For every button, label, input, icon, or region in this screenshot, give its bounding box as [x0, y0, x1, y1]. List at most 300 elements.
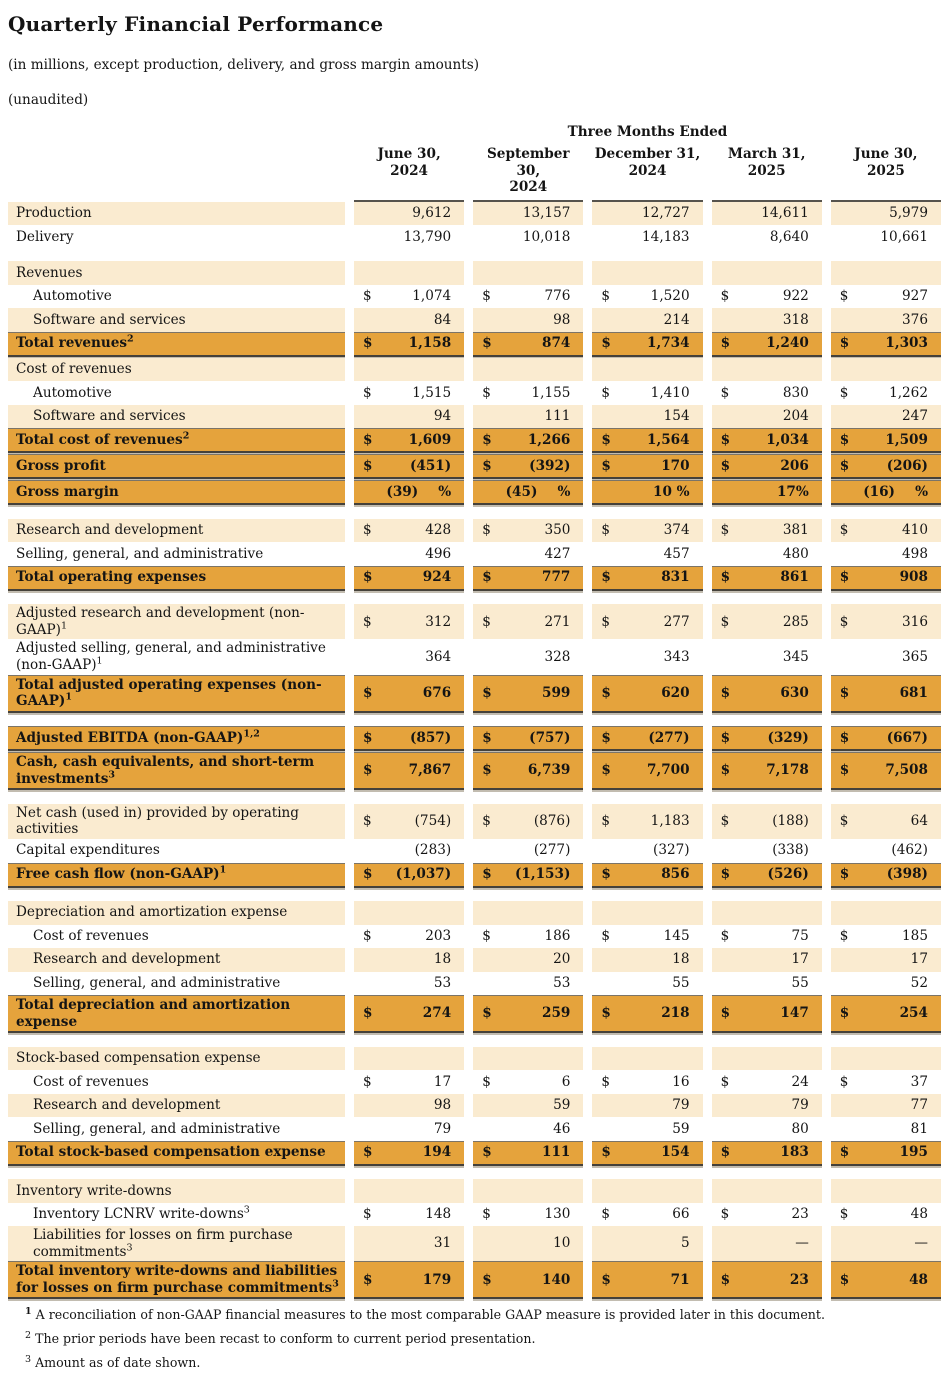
cell-value: 203: [425, 927, 452, 944]
cell-value: 350: [544, 522, 571, 539]
row-label: [8, 285, 345, 309]
cell-value: 79: [433, 1120, 452, 1137]
percent-sign: %: [438, 483, 452, 500]
cell: [712, 358, 822, 382]
cell: [831, 972, 941, 996]
cell: [831, 480, 941, 505]
cell: [712, 1179, 822, 1203]
cell-value: 55: [791, 974, 809, 991]
cell: [712, 1117, 822, 1141]
row-label-text: Research and development: [33, 1097, 221, 1114]
dollar-sign: $: [363, 927, 372, 944]
label-superscript: 3: [126, 1242, 133, 1254]
cell: [712, 1094, 822, 1118]
cell-value: 1,609: [408, 431, 452, 448]
cell: [592, 925, 702, 949]
cell-value: 874: [542, 335, 571, 352]
row-label-text: Automotive: [33, 384, 112, 401]
dollar-sign: $: [839, 1144, 850, 1161]
row-label-text: Total cost of revenues$^2$: [16, 430, 190, 448]
footnote-marker: 3: [25, 1354, 32, 1366]
row-label: [8, 639, 345, 674]
cell: [473, 428, 583, 453]
cell-value: 14,611: [761, 205, 809, 222]
dollar-sign: $: [720, 1206, 730, 1223]
cell-value: 48: [910, 1206, 928, 1223]
table-row: [8, 948, 941, 972]
cell: [712, 972, 822, 996]
row-spacer: [8, 791, 941, 804]
row-label: [8, 225, 345, 249]
cell: [831, 358, 941, 382]
dollar-sign: $: [363, 762, 373, 779]
cell-value: (39): [386, 483, 419, 500]
dollar-sign: $: [482, 1073, 491, 1090]
row-label: [8, 995, 345, 1033]
group-header-spacer: [8, 124, 345, 144]
cell: [354, 863, 464, 888]
cell: [592, 285, 702, 309]
dollar-sign: $: [363, 684, 373, 701]
cell-value: 7,508: [885, 762, 928, 779]
cell: [354, 519, 464, 543]
cell-value: 777: [542, 569, 571, 586]
section-header-row: [8, 901, 941, 925]
cell: [354, 381, 464, 405]
row-label: [8, 405, 345, 429]
cell-value: 183: [780, 1144, 809, 1161]
cell: [473, 604, 583, 639]
label-superscript: 1: [96, 655, 103, 667]
cell-value: 23: [789, 1271, 809, 1288]
cell: [354, 804, 464, 839]
cell: [473, 1094, 583, 1118]
footnote-marker: 2: [25, 1330, 32, 1342]
row-label: [8, 1047, 345, 1071]
cell-value: 77: [910, 1097, 928, 1114]
cell: [592, 1203, 702, 1227]
cell-value: 10 %: [653, 483, 690, 500]
cell: [354, 1141, 464, 1166]
cell: [712, 639, 822, 674]
cell-value: 856: [661, 866, 690, 883]
table-row: [8, 285, 941, 309]
total-row: [8, 1261, 941, 1299]
dollar-sign: $: [363, 729, 373, 746]
cell-value: 630: [780, 684, 809, 701]
dollar-sign: $: [363, 288, 372, 305]
cell-value: 7,867: [408, 762, 452, 779]
table-row: [8, 972, 941, 996]
row-label-text: Cost of revenues: [33, 1073, 149, 1090]
dollar-sign: $: [601, 1144, 611, 1161]
cell: [712, 1070, 822, 1094]
column-header-q3: [592, 146, 702, 202]
cell: [354, 405, 464, 429]
label-superscript: 3: [243, 1204, 250, 1216]
row-label: [8, 566, 345, 591]
cell: [831, 225, 941, 249]
cell-value: 6,739: [527, 762, 571, 779]
dollar-sign: $: [839, 684, 850, 701]
table-row: [8, 202, 941, 226]
cell-value: 79: [672, 1097, 690, 1114]
dollar-sign: $: [720, 927, 730, 944]
row-label: [8, 261, 345, 285]
cell-value: 52: [910, 974, 928, 991]
cell-value: 185: [902, 927, 928, 944]
cell: [592, 358, 702, 382]
row-label-text: Adjusted selling, general, and administrative (non-GAAP)$^1$: [16, 640, 326, 673]
cell-value: 1,564: [647, 431, 690, 448]
dollar-sign: $: [482, 288, 491, 305]
cell: [354, 839, 464, 863]
dollar-sign: $: [720, 457, 731, 474]
cell: [592, 1141, 702, 1166]
row-label-text: Liabilities for losses on firm purchase commitments$^3$: [33, 1227, 293, 1260]
dollar-sign: $: [720, 431, 731, 448]
footnote-text: The prior periods have been recast to conform to current period presentation.: [35, 1331, 536, 1347]
cell-value: (1,153): [514, 866, 571, 883]
cell: [592, 901, 702, 925]
cell: [712, 428, 822, 453]
cell-value: 1,515: [412, 384, 452, 401]
cell: [473, 1226, 583, 1261]
cell: [354, 261, 464, 285]
cell-value: (283): [414, 842, 452, 859]
dollar-sign: $: [482, 1005, 492, 1022]
dollar-sign: $: [839, 384, 849, 401]
row-label: [8, 752, 345, 790]
cell: [473, 925, 583, 949]
row-label: [8, 542, 345, 566]
footnote-1: [8, 1307, 941, 1322]
cell-value: 94: [433, 408, 452, 425]
dollar-sign: $: [720, 522, 730, 539]
row-label-text: Delivery: [16, 228, 74, 245]
dollar-sign: $: [720, 813, 730, 830]
cell: [354, 604, 464, 639]
cell: [592, 542, 702, 566]
cell: [354, 1117, 464, 1141]
cell-value: 328: [544, 648, 571, 665]
cell: [831, 332, 941, 357]
cell-value: 80: [791, 1120, 809, 1137]
cell: [831, 566, 941, 591]
cell: [473, 948, 583, 972]
total-row: [8, 480, 941, 505]
cell: [592, 604, 702, 639]
table-row: [8, 1203, 941, 1227]
cell-value: 16: [672, 1073, 690, 1090]
cell: [831, 1226, 941, 1261]
column-header-line: September 30,: [486, 146, 570, 179]
dollar-sign: $: [601, 684, 611, 701]
percent-sign: %: [915, 483, 928, 500]
cell-value: 1,410: [650, 384, 690, 401]
row-label-text: Adjusted EBITDA (non-GAAP)$^{1,2}$: [16, 728, 260, 746]
cell: [592, 839, 702, 863]
row-label: [8, 308, 345, 332]
cell: [712, 901, 822, 925]
row-label-text: Free cash flow (non-GAAP)$^1$: [16, 864, 227, 883]
cell-value: (16): [863, 483, 895, 500]
dollar-sign: $: [720, 384, 730, 401]
cell-value: 130: [544, 1206, 571, 1223]
dollar-sign: $: [720, 1271, 731, 1288]
cell: [712, 566, 822, 591]
table-row: [8, 1070, 941, 1094]
cell-value: 1,262: [889, 384, 928, 401]
row-label-text: Selling, general, and administrative: [33, 1120, 281, 1137]
cell-value: 374: [663, 522, 690, 539]
cell: [473, 285, 583, 309]
cell: [354, 925, 464, 949]
cell-value: 9,612: [412, 205, 452, 222]
cell: [831, 804, 941, 839]
cell: [712, 604, 822, 639]
cell: [712, 405, 822, 429]
dollar-sign: $: [720, 1144, 731, 1161]
cell-value: 98: [553, 311, 571, 328]
column-header-line: June 30,: [377, 146, 441, 162]
row-label: [8, 1203, 345, 1227]
cell: [354, 995, 464, 1033]
cell: [473, 519, 583, 543]
cell: [473, 1261, 583, 1299]
table-row: [8, 542, 941, 566]
cell: [473, 225, 583, 249]
row-label-text: Selling, general, and administrative: [16, 545, 264, 562]
dollar-sign: $: [601, 1271, 611, 1288]
cell-value: 7,700: [647, 762, 690, 779]
cell-value: 1,303: [885, 335, 928, 352]
cell: [473, 454, 583, 479]
table-row: [8, 925, 941, 949]
row-label-text: Stock-based compensation expense: [16, 1050, 261, 1067]
cell: [712, 261, 822, 285]
unaudited-note: (unaudited): [8, 92, 89, 108]
cell: [473, 542, 583, 566]
cell-value: (451): [409, 457, 452, 474]
cell-value: 59: [553, 1097, 571, 1114]
row-label-text: Total stock-based compensation expense: [16, 1144, 326, 1161]
row-label: [8, 948, 345, 972]
table-row: [8, 225, 941, 249]
cell: [354, 752, 464, 790]
dollar-sign: $: [482, 813, 491, 830]
units-note: (in millions, except production, delivery, and gross margin amounts): [8, 57, 480, 73]
cell: [712, 202, 822, 226]
cell: [592, 261, 702, 285]
row-label-text: Cash, cash equivalents, and short-term investments$^3$: [16, 754, 315, 787]
cell-value: 84: [433, 311, 452, 328]
cell: [831, 519, 941, 543]
cell-value: (754): [414, 813, 452, 830]
dollar-sign: $: [601, 288, 611, 305]
cell-value: (857): [409, 729, 452, 746]
row-label: [8, 839, 345, 863]
cell-value: 457: [663, 545, 690, 562]
cell: [831, 285, 941, 309]
cell-value: 154: [663, 408, 690, 425]
cell: [592, 454, 702, 479]
cell-value: 831: [661, 569, 690, 586]
total-row: [8, 428, 941, 453]
cell: [712, 995, 822, 1033]
cell: [354, 566, 464, 591]
cell-value: —: [795, 1235, 809, 1252]
cell-value: 20: [553, 951, 571, 968]
cell: [831, 454, 941, 479]
cell: [831, 901, 941, 925]
dollar-sign: $: [839, 522, 849, 539]
dollar-sign: $: [839, 288, 849, 305]
row-label: [8, 1070, 345, 1094]
cell-value: 620: [661, 684, 690, 701]
cell: [831, 1117, 941, 1141]
cell: [712, 285, 822, 309]
cell-value: 75: [791, 927, 809, 944]
cell: [831, 604, 941, 639]
dollar-sign: $: [363, 384, 372, 401]
row-label: [8, 454, 345, 479]
row-label-text: Net cash (used in) provided by operating activities: [16, 804, 300, 838]
row-label: [8, 381, 345, 405]
cell: [354, 285, 464, 309]
cell-value: 1,240: [766, 335, 809, 352]
table-row: [8, 639, 941, 674]
row-label: [8, 604, 345, 639]
row-label-text: Cost of revenues: [33, 927, 149, 944]
column-header-row: [8, 146, 941, 202]
cell: [354, 1226, 464, 1261]
footnote-text: A reconciliation of non-GAAP financial measures to the most comparable GAAP measure is provided later in this document.: [35, 1307, 825, 1323]
cell: [473, 566, 583, 591]
cell: [831, 925, 941, 949]
cell-value: 676: [422, 684, 452, 701]
cell-value: 14,183: [642, 228, 690, 245]
cell-value: 365: [902, 648, 928, 665]
dollar-sign: $: [363, 1144, 373, 1161]
cell: [473, 1117, 583, 1141]
cell-value: 186: [544, 927, 571, 944]
cell: [354, 726, 464, 751]
cell: [354, 675, 464, 713]
cell: [712, 752, 822, 790]
cell-value: 1,266: [527, 431, 571, 448]
cell: [354, 948, 464, 972]
cell-value: 277: [663, 613, 690, 630]
cell: [592, 804, 702, 839]
cell-value: 7,178: [766, 762, 809, 779]
row-label-text: Total revenues$^2$: [16, 333, 134, 352]
dollar-sign: $: [839, 569, 850, 586]
row-label-text: Gross profit: [16, 457, 106, 474]
dollar-sign: $: [839, 866, 850, 883]
cell-value: 908: [899, 569, 928, 586]
cell-value: 345: [782, 648, 809, 665]
cell: [712, 1141, 822, 1166]
row-label: [8, 1261, 345, 1299]
cell-value: 17: [910, 951, 928, 968]
dollar-sign: $: [363, 1206, 372, 1223]
row-label-text: Cost of revenues: [16, 361, 132, 378]
dollar-sign: $: [363, 569, 373, 586]
cell-value: 53: [433, 974, 452, 991]
row-label: [8, 1179, 345, 1203]
dollar-sign: $: [720, 684, 731, 701]
dollar-sign: $: [601, 335, 611, 352]
cell-value: 498: [902, 545, 928, 562]
row-label: [8, 1141, 345, 1166]
cell-value: 140: [542, 1271, 571, 1288]
dollar-sign: $: [482, 1144, 492, 1161]
dollar-sign: $: [839, 335, 850, 352]
dollar-sign: $: [720, 569, 731, 586]
table-row: [8, 1094, 941, 1118]
column-header-line: 2025: [866, 162, 905, 179]
cell-value: 861: [780, 569, 809, 586]
dollar-sign: $: [601, 457, 611, 474]
cell-value: 1,520: [650, 288, 690, 305]
cell-value: 927: [902, 288, 928, 305]
cell: [354, 332, 464, 357]
total-row: [8, 995, 941, 1033]
cell: [592, 405, 702, 429]
cell: [473, 839, 583, 863]
table-row: [8, 839, 941, 863]
cell: [473, 308, 583, 332]
table-body: [8, 202, 941, 1300]
cell-value: 343: [663, 648, 690, 665]
cell: [592, 1117, 702, 1141]
cell-value: (188): [772, 813, 809, 830]
dollar-sign: $: [839, 613, 849, 630]
row-label-text: Research and development: [16, 522, 204, 539]
cell: [592, 480, 702, 505]
cell: [712, 1203, 822, 1227]
cell-value: (876): [533, 813, 571, 830]
cell-value: (277): [648, 729, 690, 746]
section-header-row: [8, 261, 941, 285]
cell: [354, 1070, 464, 1094]
cell-value: (526): [767, 866, 809, 883]
cell: [592, 726, 702, 751]
dollar-sign: $: [482, 1206, 491, 1223]
cell-value: —: [914, 1235, 928, 1252]
cell: [592, 1047, 702, 1071]
cell: [592, 1070, 702, 1094]
cell: [712, 308, 822, 332]
cell-value: 145: [663, 927, 690, 944]
cell-value: 111: [542, 1144, 571, 1161]
cell: [831, 1179, 941, 1203]
cell-value: 31: [433, 1235, 452, 1252]
cell-value: 316: [902, 613, 928, 630]
dollar-sign: $: [839, 1073, 849, 1090]
cell: [831, 542, 941, 566]
total-row: [8, 752, 941, 790]
label-superscript: 3: [108, 769, 116, 781]
cell: [831, 202, 941, 226]
cell: [354, 901, 464, 925]
cell: [831, 995, 941, 1033]
cell: [354, 639, 464, 674]
cell: [473, 332, 583, 357]
column-header-line: June 30,: [854, 146, 918, 162]
column-header-line: 2024: [509, 179, 548, 196]
